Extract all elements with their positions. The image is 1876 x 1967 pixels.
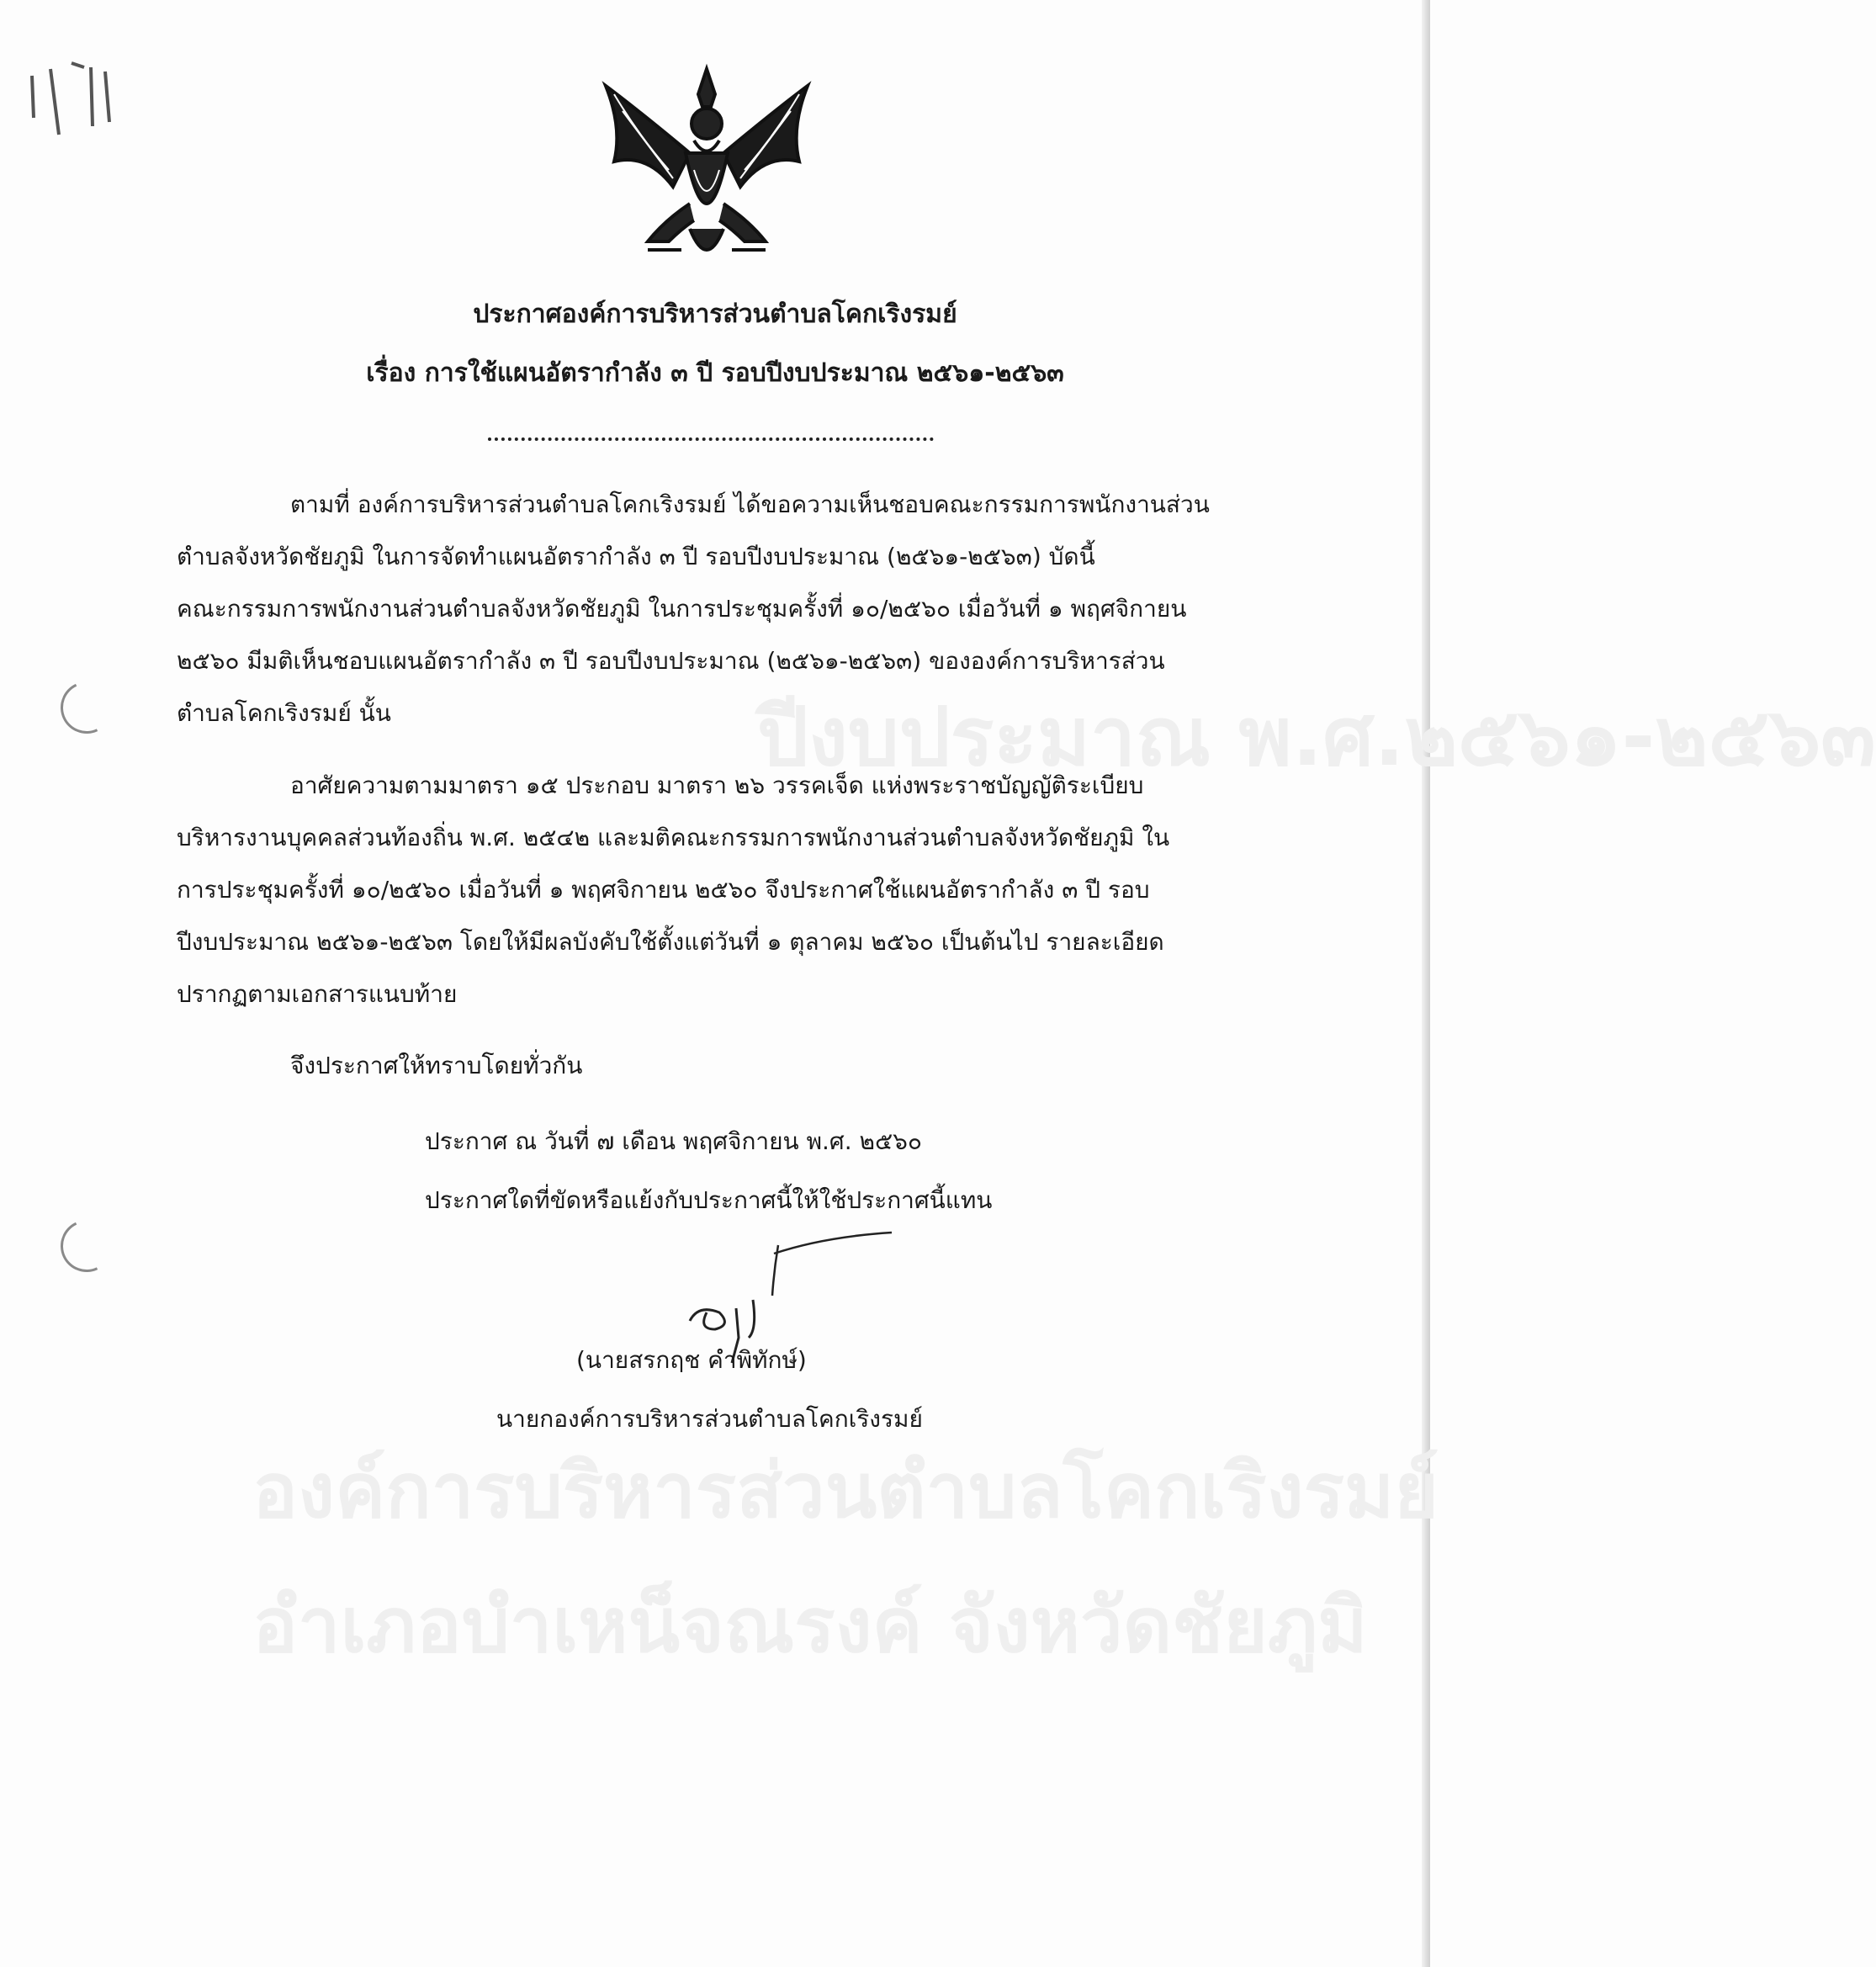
paragraph-1-line: ตามที่ องค์การบริหารส่วนตำบลโคกเริงรมย์ ได้ขอความเห็นชอบคณะกรรมการพนักงานส่วน	[290, 490, 1210, 518]
paragraph-2-line: การประชุมครั้งที่ ๑๐/๒๕๖๐ เมื่อวันที่ ๑ พฤศจิกายน ๒๕๖๐ จึงประกาศใช้แผนอัตรากำลัง ๓ ปี รอบ	[177, 876, 1150, 904]
title-separator	[488, 421, 934, 441]
garuda-emblem	[589, 61, 824, 279]
scan-mark	[25, 50, 118, 143]
bleed-through-text: องค์การบริหารส่วนตำบลโคกเริงรมย์	[252, 1447, 1439, 1535]
paragraph-2-line: ปีงบประมาณ ๒๕๖๑-๒๕๖๓ โดยให้มีผลบังคับใช้ตั้งแต่วันที่ ๑ ตุลาคม ๒๕๖๐ เป็นต้นไป รายละเอียด	[177, 928, 1164, 956]
signer-name: (นายสรกฤช คำพิทักษ์)	[576, 1346, 807, 1374]
paragraph-1-line: ตำบลโคกเริงรมย์ นั้น	[177, 699, 391, 727]
paragraph-1-line: คณะกรรมการพนักงานส่วนตำบลจังหวัดชัยภูมิ ในการประชุมครั้งที่ ๑๐/๒๕๖๐ เมื่อวันที่ ๑ พฤศจิกายน	[177, 595, 1187, 623]
paragraph-1-line: ตำบลจังหวัดชัยภูมิ ในการจัดทำแผนอัตรากำลัง ๓ ปี รอบปีงบประมาณ (๒๕๖๑-๒๕๖๓) บัดนี้	[177, 543, 1095, 570]
paragraph-2-line: บริหารงานบุคคลส่วนท้องถิ่น พ.ศ. ๒๕๔๒ และมติคณะกรรมการพนักงานส่วนตำบลจังหวัดชัยภูมิ ใน	[177, 824, 1170, 851]
punch-hole	[53, 1212, 119, 1279]
announcement-line: จึงประกาศให้ทราบโดยทั่วกัน	[290, 1052, 583, 1079]
document-title: ประกาศองค์การบริหารส่วนตำบลโคกเริงรมย์	[473, 300, 957, 329]
signer-position: นายกองค์การบริหารส่วนตำบลโคกเริงรมย์	[496, 1405, 923, 1433]
punch-hole	[53, 674, 119, 740]
paragraph-1-line: ๒๕๖๐ มีมติเห็นชอบแผนอัตรากำลัง ๓ ปี รอบปีงบประมาณ (๒๕๖๑-๒๕๖๓) ขององค์การบริหารส่วน	[177, 647, 1165, 675]
supersede-line: ประกาศใดที่ขัดหรือแย้งกับประกาศนี้ให้ใช้ประกาศนี้แทน	[425, 1186, 993, 1214]
paragraph-2-line: อาศัยความตามมาตรา ๑๕ ประกอบ มาตรา ๒๖ วรรคเจ็ด แห่งพระราชบัญญัติระเบียบ	[290, 771, 1144, 799]
bleed-through-text: อำเภอบำเหน็จณรงค์ จังหวัดชัยภูมิ	[252, 1582, 1368, 1670]
bleed-through-text: ปีงบประมาณ พ.ศ.๒๕๖๑-๒๕๖๓	[757, 690, 1876, 784]
paragraph-2-line: ปรากฏตามเอกสารแนบท้าย	[177, 980, 458, 1008]
date-line: ประกาศ ณ วันที่ ๗ เดือน พฤศจิกายน พ.ศ. ๒๕๖๐	[425, 1127, 923, 1155]
document-subject: เรื่อง การใช้แผนอัตรากำลัง ๓ ปี รอบปีงบประมาณ ๒๕๖๑-๒๕๖๓	[366, 358, 1064, 388]
